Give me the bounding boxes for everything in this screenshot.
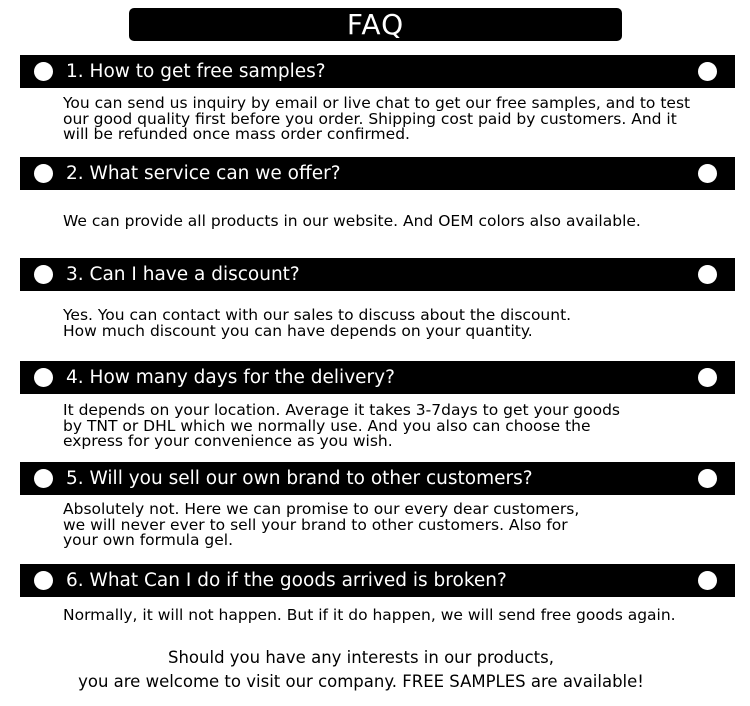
- faq-title: FAQ: [129, 8, 622, 41]
- bullet-dot-icon: [34, 469, 53, 488]
- answer-line: It depends on your location. Average it takes 3-7days to get your goods: [63, 401, 620, 419]
- bullet-dot-icon: [34, 164, 53, 183]
- faq-question-bar-4: [20, 361, 735, 394]
- answer-line: We can provide all products in our website. And OEM colors also available.: [63, 212, 641, 230]
- answer-line: Normally, it will not happen. But if it do happen, we will send free goods again.: [63, 606, 676, 624]
- bullet-dot-icon: [698, 571, 717, 590]
- faq-answer-1: [63, 96, 733, 143]
- footer-line-1: Should you have any interests in our products,: [168, 648, 554, 667]
- answer-line: Absolutely not. Here we can promise to our every dear customers,: [63, 500, 580, 518]
- bullet-dot-icon: [34, 368, 53, 387]
- faq-answer-3: [63, 308, 733, 339]
- faq-question-4: 4. How many days for the delivery?: [66, 367, 395, 388]
- faq-answer-2: [63, 214, 733, 230]
- faq-question-2: 2. What service can we offer?: [66, 163, 341, 184]
- faq-question-bar-3: [20, 258, 735, 291]
- faq-answer-5: [63, 502, 733, 549]
- bullet-dot-icon: [34, 62, 53, 81]
- answer-line: Yes. You can contact with our sales to discuss about the discount.: [63, 306, 572, 324]
- faq-question-bar-5: [20, 462, 735, 495]
- faq-question-6: 6. What Can I do if the goods arrived is broken?: [66, 570, 507, 591]
- faq-question-3: 3. Can I have a discount?: [66, 264, 300, 285]
- faq-answer-4: [63, 403, 733, 450]
- bullet-dot-icon: [698, 469, 717, 488]
- footer-message: [0, 646, 722, 694]
- answer-line: our good quality first before you order. Shipping cost paid by customers. And it: [63, 109, 677, 128]
- answer-line: will be refunded once mass order confirmed.: [63, 125, 410, 143]
- answer-line: by TNT or DHL which we normally use. And you also can choose the: [63, 416, 591, 435]
- answer-line: we will never ever to sell your brand to other customers. Also for: [63, 515, 568, 534]
- faq-question-1: 1. How to get free samples?: [66, 61, 326, 82]
- faq-question-bar-2: [20, 157, 735, 190]
- bullet-dot-icon: [34, 265, 53, 284]
- answer-line: your own formula gel.: [63, 531, 233, 549]
- bullet-dot-icon: [698, 62, 717, 81]
- faq-answer-6: [63, 608, 733, 624]
- footer-line-2: you are welcome to visit our company. FREE SAMPLES are available!: [78, 672, 644, 691]
- faq-question-bar-6: [20, 564, 735, 597]
- answer-line: express for your convenience as you wish.: [63, 432, 393, 450]
- bullet-dot-icon: [34, 571, 53, 590]
- faq-question-bar-1: [20, 55, 735, 88]
- answer-line: You can send us inquiry by email or live chat to get our free samples, and to test: [63, 94, 691, 112]
- bullet-dot-icon: [698, 265, 717, 284]
- bullet-dot-icon: [698, 368, 717, 387]
- answer-line: How much discount you can have depends on your quantity.: [63, 321, 533, 340]
- bullet-dot-icon: [698, 164, 717, 183]
- faq-question-5: 5. Will you sell our own brand to other customers?: [66, 468, 533, 489]
